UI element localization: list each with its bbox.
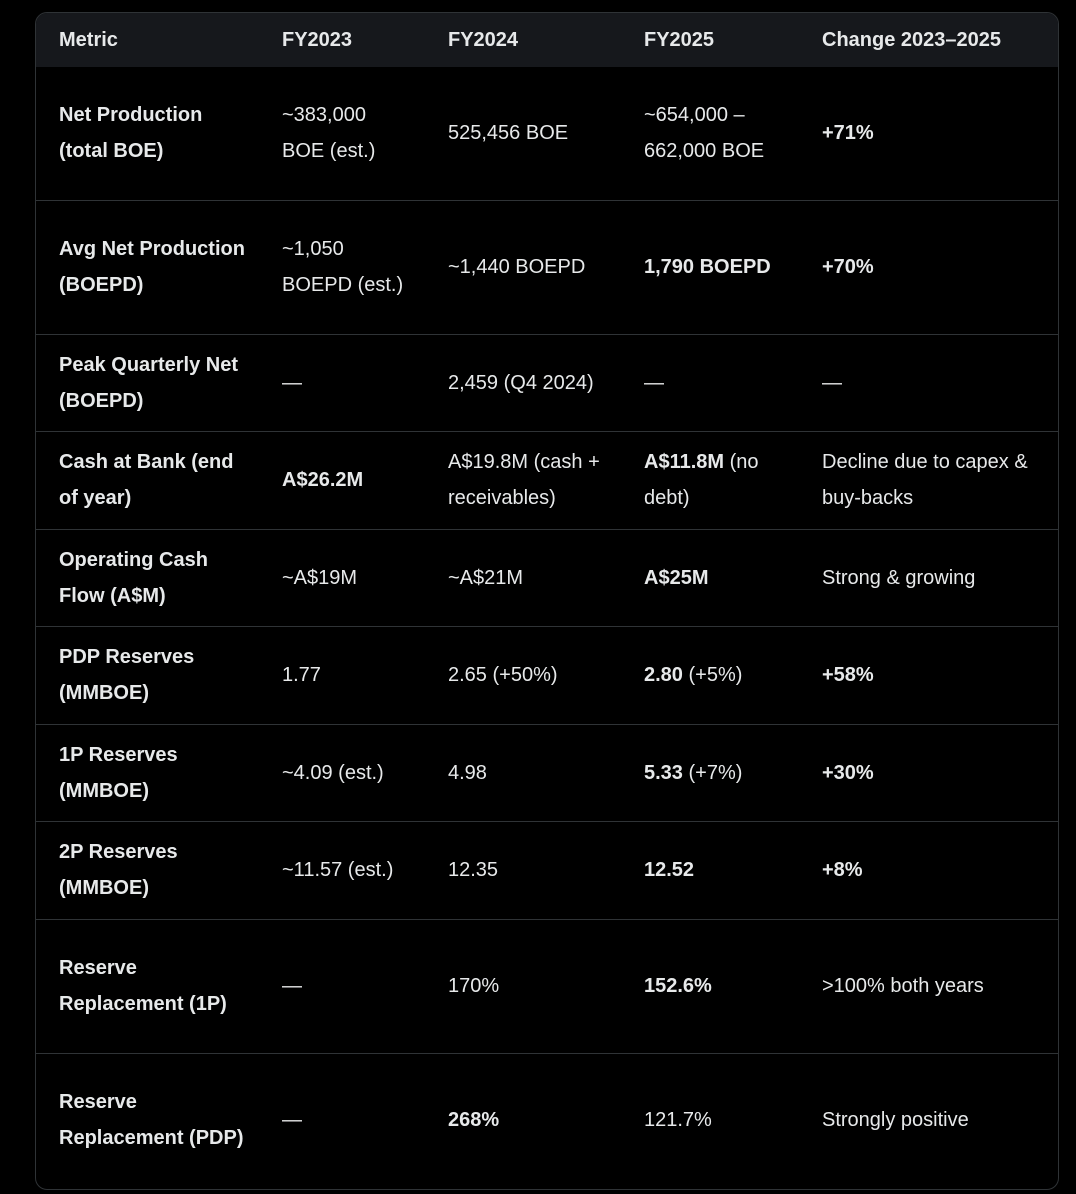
fy2024-cell [425,626,621,724]
fy2023-cell [259,529,425,626]
table-row [36,626,1058,724]
change-cell [799,67,1058,200]
change-cell-pre-text: Strongly positive [822,1109,969,1132]
fy2025-cell [621,67,799,200]
fy2024-cell-pre-text: 2.65 (+50%) [448,664,558,686]
metric-cell: PDP Reserves (MMBOE) [59,646,195,704]
fy2024-cell-pre-text: 525,456 BOE [448,122,569,145]
fy2024-cell-pre-text: A$19.8M (cash + receivables) [448,451,600,509]
fy2023-cell-pre-text: ~383,000 BOE (est.) [282,104,376,163]
fy2023-cell-pre-text: ~11.57 (est.) [282,859,394,881]
fy2024-cell [425,919,621,1053]
fy2023-cell [259,724,425,821]
fy2023-cell [259,334,425,431]
fy2024-cell-pre-text: 2,459 (Q4 2024) [448,371,594,394]
fy2024-cell [425,529,621,626]
fy2025-cell-post-text: (+5%) [682,664,743,686]
fy2023-cell [259,626,425,724]
fy2025-cell-pre-text: ~654,000 – 662,000 BOE [644,104,765,163]
fy2023-cell-pre-text: ~A$19M [282,566,358,589]
change-cell-bold-text: +70% [822,256,874,278]
fy2023-cell [259,821,425,919]
fy2024-cell [425,821,621,919]
table-row [36,529,1058,626]
fy2023-cell [259,919,425,1053]
fy2024-cell-pre-text: 4.98 [448,761,487,784]
fy2025-cell [621,821,799,919]
metric-cell: Cash at Bank (end of year) [59,451,234,509]
fy2025-cell [621,626,799,724]
table-row [36,200,1058,334]
table-body [36,67,1058,1187]
header-metric: Metric [59,28,118,51]
metrics-table [36,13,1058,1187]
fy2025-cell [621,724,799,821]
metric-cell: Peak Quarterly Net (BOEPD) [59,353,238,412]
change-cell-bold-text: +58% [822,664,874,686]
table-row [36,431,1058,529]
fy2025-cell [621,919,799,1053]
change-cell-pre-text: — [822,371,842,394]
fy2025-cell [621,1053,799,1187]
data-table-card [35,12,1059,1190]
fy2025-cell [621,431,799,529]
fy2025-cell-pre-text: — [644,371,664,394]
table-row [36,919,1058,1053]
fy2025-cell-post-text: (no debt) [644,451,759,509]
table-row [36,1053,1058,1187]
fy2025-cell-bold-text: A$25M [644,566,709,589]
fy2023-cell-bold-text: A$26.2M [282,469,364,491]
table-header [36,13,1058,67]
change-cell [799,529,1058,626]
header-fy2023: FY2023 [282,28,353,51]
table-row [36,821,1058,919]
metric-cell: Reserve Replacement (PDP) [59,1091,244,1150]
fy2023-cell [259,67,425,200]
metric-cell: Reserve Replacement (1P) [59,957,227,1015]
change-cell [799,200,1058,334]
fy2024-cell-pre-text: ~1,440 BOEPD [448,256,586,278]
change-cell [799,626,1058,724]
fy2025-cell-bold-text: A$11.8M [644,451,725,473]
fy2025-cell [621,200,799,334]
table-row [36,724,1058,821]
change-cell-pre-text: >100% both years [822,975,984,997]
fy2024-cell [425,431,621,529]
fy2025-cell [621,334,799,431]
fy2024-cell [425,334,621,431]
fy2025-cell [621,529,799,626]
change-cell-bold-text: +71% [822,122,874,145]
fy2024-cell-pre-text: 170% [448,975,500,997]
change-cell [799,431,1058,529]
change-cell-pre-text: Strong & growing [822,566,976,589]
fy2024-cell [425,1053,621,1187]
fy2024-cell [425,67,621,200]
change-cell [799,821,1058,919]
change-cell [799,724,1058,821]
fy2023-cell-pre-text: 1.77 [282,664,321,686]
fy2023-cell-pre-text: ~4.09 (est.) [282,761,384,784]
fy2023-cell-pre-text: — [282,975,302,997]
metric-cell: 2P Reserves (MMBOE) [59,841,178,899]
fy2024-cell-pre-text: 12.35 [448,859,499,881]
fy2023-cell [259,200,425,334]
change-cell [799,1053,1058,1187]
header-change: Change 2023–2025 [822,28,1002,51]
fy2024-cell [425,724,621,821]
fy2023-cell-pre-text: ~1,050 BOEPD (est.) [282,238,404,296]
fy2025-cell-bold-text: 12.52 [644,859,695,881]
fy2025-cell-bold-text: 5.33 [644,761,683,784]
fy2024-cell [425,200,621,334]
header-fy2025: FY2025 [644,28,715,51]
fy2025-cell-pre-text: 121.7% [644,1109,712,1132]
fy2025-cell-post-text: (+7%) [682,761,743,784]
fy2023-cell [259,431,425,529]
fy2023-cell-pre-text: — [282,371,302,394]
header-fy2024: FY2024 [448,28,519,51]
metric-cell: Net Production (total BOE) [59,104,203,163]
change-cell [799,919,1058,1053]
change-cell-pre-text: Decline due to capex & buy-backs [822,451,1028,509]
fy2024-cell-bold-text: 268% [448,1109,500,1132]
fy2023-cell-pre-text: — [282,1109,302,1132]
table-row [36,67,1058,200]
fy2025-cell-bold-text: 2.80 [644,664,683,686]
metric-cell: Avg Net Production (BOEPD) [59,238,245,296]
table-row [36,334,1058,431]
fy2024-cell-pre-text: ~A$21M [448,566,524,589]
change-cell [799,334,1058,431]
fy2025-cell-bold-text: 152.6% [644,975,712,997]
change-cell-bold-text: +30% [822,761,874,784]
header-row [36,13,1058,67]
fy2023-cell [259,1053,425,1187]
fy2025-cell-bold-text: 1,790 BOEPD [644,256,771,278]
metric-cell: Operating Cash Flow (A$M) [59,548,208,607]
metric-cell: 1P Reserves (MMBOE) [59,743,178,802]
change-cell-bold-text: +8% [822,859,863,881]
